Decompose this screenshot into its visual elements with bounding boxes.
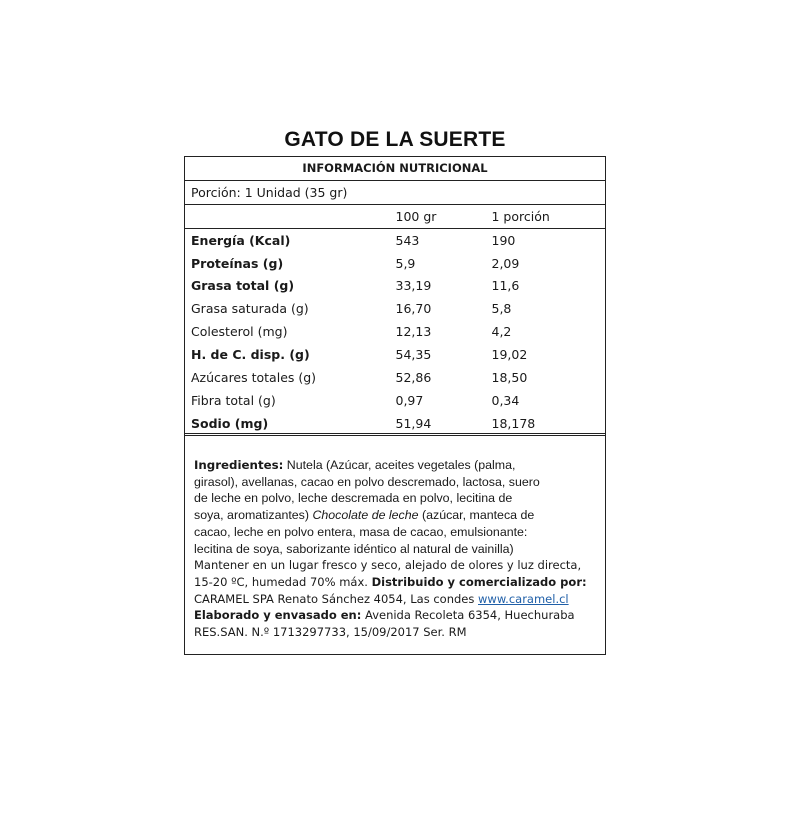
nutrition-heading: INFORMACIÓN NUTRICIONAL [185,157,606,181]
value-100g: 54,35 [395,347,432,363]
manufacturer-label: Elaborado y envasado en: [194,608,362,623]
nutrient-name: Grasa saturada (g) [185,297,390,320]
website-link[interactable]: www.caramel.cl [478,591,569,606]
table-row [185,412,606,435]
ingredients-line: cacao, leche en polvo entera, masa de cacao, emulsionante: [194,524,528,539]
column-header-portion: 1 porción [486,204,606,228]
nutrient-name: H. de C. disp. (g) [185,343,390,366]
nutrient-name: Fibra total (g) [185,389,390,412]
value-portion: 0,34 [486,389,606,412]
ingredients-line [194,507,604,524]
storage-line: Mantener en un lugar fresco y seco, alejado de olores y luz directa, [194,558,582,573]
manufacturer-line [194,607,604,624]
distributor-text: CARAMEL SPA Renato Sánchez 4054, Las condes [194,591,479,606]
value-100g: 12,13 [395,324,432,340]
chocolate-label: Chocolate de leche [312,508,419,523]
table-row [185,366,606,389]
ingredients-line: de leche en polvo, leche descremada en polvo, lecitina de [194,491,513,506]
ingredients-line-text: (azúcar, manteca de [418,508,535,523]
column-header-row [185,204,606,228]
value-portion: 18,178 [486,412,606,435]
value-portion: 19,02 [486,343,606,366]
value-portion: 11,6 [486,274,606,297]
nutrient-name: Sodio (mg) [185,412,390,435]
nutrient-name: Proteínas (g) [185,252,390,275]
nutrient-name: Grasa total (g) [185,274,390,297]
table-row [185,343,606,366]
table-row [185,297,606,320]
ingredients-line-text: soya, aromatizantes) [194,508,313,523]
column-header-nutrient [185,204,390,228]
ingredients-line: lecitina de soya, saborizante idéntico al natural de vainilla) [194,541,514,556]
ingredients-line-text: Nutela (Azúcar, aceites vegetales (palma, [283,458,516,472]
distributor-label: Distribuido y comercializado por: [371,574,587,589]
value-100g: 52,86 [395,369,432,385]
value-portion: 2,09 [486,252,606,275]
value-portion: 18,50 [486,366,606,389]
value-portion: 4,2 [486,320,606,343]
ingredients-line: girasol), avellanas, cacao en polvo descremado, lactosa, suero [194,474,540,489]
storage-text: 15-20 ºC, humedad 70% máx. [194,574,372,589]
nutrition-table [184,156,606,436]
value-100g: 0,97 [395,392,424,408]
value-portion: 190 [486,228,606,251]
table-row [185,320,606,343]
table-row [185,389,606,412]
value-100g: 51,94 [390,412,486,435]
ingredients-label: Ingredientes: [194,458,284,472]
nutrition-heading-row [185,157,606,181]
storage-line [194,574,604,591]
nutrient-name: Energía (Kcal) [185,228,390,251]
table-row [185,252,606,275]
value-portion: 5,8 [486,297,606,320]
portion-row [185,180,606,204]
ingredients-line [194,457,604,474]
manufacturer-text: Avenida Recoleta 6354, Huechuraba [361,608,575,623]
table-row [185,274,606,297]
value-100g: 16,70 [395,301,432,317]
distributor-line [194,591,604,608]
value-100g: 33,19 [395,278,432,294]
registration-line: RES.SAN. N.º 1713297733, 15/09/2017 Ser. RM [194,625,467,640]
portion-size: Porción: 1 Unidad (35 gr) [185,180,606,204]
table-row [185,228,606,251]
value-100g: 543 [390,228,486,251]
column-header-100g: 100 gr [395,208,437,224]
nutrient-name: Azúcares totales (g) [185,366,390,389]
product-title: GATO DE LA SUERTE [284,128,506,151]
value-100g: 5,9 [395,255,416,271]
nutrient-name: Colesterol (mg) [185,320,390,343]
ingredients-text [194,457,604,641]
